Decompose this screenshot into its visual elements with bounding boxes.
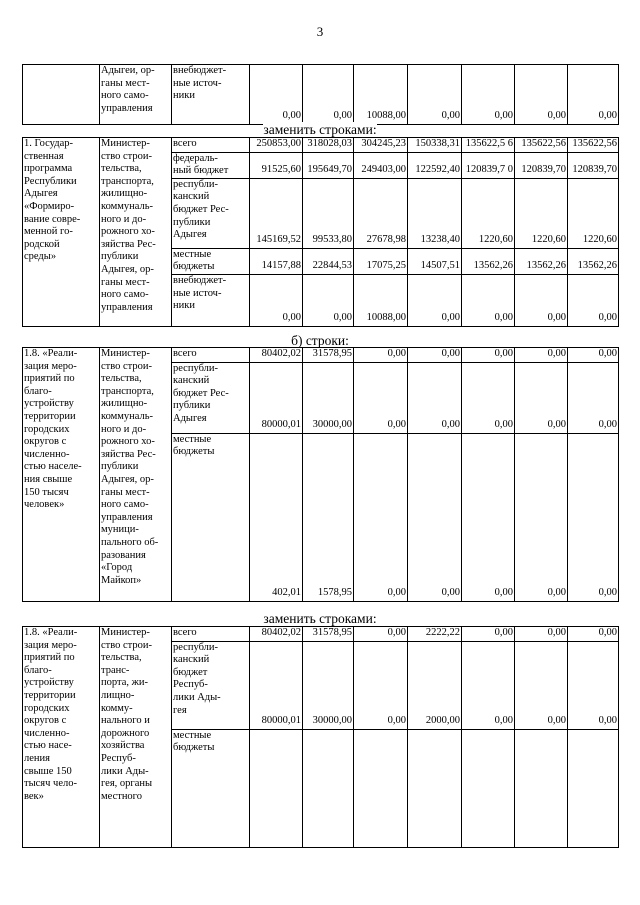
funding-source-cell: местные бюджеты — [172, 729, 250, 847]
value-cell: 0,00 — [408, 433, 462, 601]
value-cell: 195649,70 — [303, 152, 354, 178]
value-cell: 0,00 — [462, 627, 515, 642]
value-cell — [462, 729, 515, 847]
value-cell: 2000,00 — [408, 641, 462, 729]
funding-source-cell: внебюджет- ные источ- ники — [172, 65, 250, 125]
value-cell: 0,00 — [354, 348, 408, 363]
program-name-cell: 1.8. «Реали- зация меро- приятий по благо- устройству территории городских округов с численно- стью населе- ния свыше 150 тысяч человек» — [23, 348, 100, 602]
funding-source-cell: республи- канский бюджет Респуб- лики Ады- гея — [172, 641, 250, 729]
value-cell: 80000,01 — [250, 362, 303, 433]
funding-source-cell: федераль- ный бюджет — [172, 152, 250, 178]
value-cell: 0,00 — [515, 627, 568, 642]
value-cell — [354, 729, 408, 847]
value-cell: 1220,60 — [515, 178, 568, 248]
value-cell — [568, 729, 619, 847]
value-cell: 135622,56 — [568, 138, 619, 153]
value-cell: 1220,60 — [462, 178, 515, 248]
funding-source-cell: республи- канский бюджет Рес- публики Адыгея — [172, 362, 250, 433]
value-cell: 402,01 — [250, 433, 303, 601]
value-cell: 1220,60 — [568, 178, 619, 248]
value-cell: 22844,53 — [303, 248, 354, 274]
value-cell: 0,00 — [568, 274, 619, 326]
table-row — [23, 138, 619, 153]
value-cell: 122592,40 — [408, 152, 462, 178]
value-cell: 14157,88 — [250, 248, 303, 274]
value-cell: 304245,23 — [354, 138, 408, 153]
value-cell: 0,00 — [515, 641, 568, 729]
table-block-1 — [22, 137, 619, 327]
value-cell: 30000,00 — [303, 362, 354, 433]
value-cell: 145169,52 — [250, 178, 303, 248]
value-cell: 0,00 — [568, 362, 619, 433]
value-cell: 135622,5 6 — [462, 138, 515, 153]
value-cell: 150338,31 — [408, 138, 462, 153]
table-row — [23, 627, 619, 642]
table-block-2 — [22, 347, 619, 602]
responsible-executor-cell: Адыгеи, ор- ганы мест- ного само- управления — [100, 65, 172, 125]
value-cell: 13562,26 — [515, 248, 568, 274]
value-cell — [303, 729, 354, 847]
value-cell: 0,00 — [568, 65, 619, 125]
value-cell: 0,00 — [462, 433, 515, 601]
value-cell: 10088,00 — [354, 65, 408, 125]
value-cell: 0,00 — [515, 348, 568, 363]
value-cell: 80000,01 — [250, 641, 303, 729]
value-cell: 17075,25 — [354, 248, 408, 274]
value-cell: 91525,60 — [250, 152, 303, 178]
value-cell: 14507,51 — [408, 248, 462, 274]
value-cell: 120839,70 — [515, 152, 568, 178]
value-cell: 0,00 — [568, 627, 619, 642]
value-cell: 0,00 — [515, 362, 568, 433]
value-cell: 0,00 — [462, 274, 515, 326]
value-cell: 0,00 — [303, 274, 354, 326]
table-block-3 — [22, 626, 619, 848]
value-cell: 0,00 — [354, 627, 408, 642]
funding-source-cell: местные бюджеты — [172, 433, 250, 601]
table-row — [23, 65, 619, 125]
value-cell: 0,00 — [408, 274, 462, 326]
value-cell: 99533,80 — [303, 178, 354, 248]
value-cell: 0,00 — [408, 348, 462, 363]
value-cell: 0,00 — [462, 362, 515, 433]
value-cell: 250853,00 — [250, 138, 303, 153]
value-cell: 0,00 — [462, 65, 515, 125]
value-cell: 135622,56 — [515, 138, 568, 153]
page-number: 3 — [316, 24, 324, 39]
value-cell: 13562,26 — [462, 248, 515, 274]
value-cell — [250, 729, 303, 847]
funding-source-cell: всего — [172, 138, 250, 153]
value-cell: 13238,40 — [408, 178, 462, 248]
value-cell: 0,00 — [354, 362, 408, 433]
separator-replace-1: заменить строками: — [263, 122, 377, 137]
value-cell: 13562,26 — [568, 248, 619, 274]
value-cell — [515, 729, 568, 847]
value-cell — [408, 729, 462, 847]
value-cell: 0,00 — [408, 362, 462, 433]
table-block-0 — [22, 64, 619, 125]
value-cell: 31578,95 — [303, 627, 354, 642]
value-cell: 0,00 — [303, 65, 354, 125]
separator-b-rows: б) строки: — [291, 333, 349, 348]
table-row — [23, 348, 619, 363]
separator-replace-2: заменить строками: — [263, 611, 377, 626]
funding-source-cell: внебюджет- ные источ- ники — [172, 274, 250, 326]
program-name-cell: 1. Государ- ственная программа Республики Адыгея «Формиро- вание совре- менной го- родской среды» — [23, 138, 100, 327]
value-cell: 0,00 — [408, 65, 462, 125]
value-cell: 0,00 — [515, 274, 568, 326]
value-cell: 80402,02 — [250, 348, 303, 363]
responsible-executor-cell: Министер- ство строи- тельства, транспорта, жилищно- коммуналь- ного и до- рожного хо- зяйства Рес- публики Адыгея, ор- ганы мест- ного само- управления муници- пального об- разования «Город Майкоп» — [100, 348, 172, 602]
value-cell: 0,00 — [354, 433, 408, 601]
value-cell: 318028,03 — [303, 138, 354, 153]
responsible-executor-cell: Министер- ство строи- тельства, транспорта, жилищно- коммуналь- ного и до- рожного хо- зяйства Рес- публики Адыгея, ор- ганы мест- ного само- управления — [100, 138, 172, 327]
value-cell: 0,00 — [462, 641, 515, 729]
value-cell: 10088,00 — [354, 274, 408, 326]
value-cell: 2222,22 — [408, 627, 462, 642]
value-cell: 0,00 — [250, 65, 303, 125]
program-name-cell: 1.8. «Реали- зация меро- приятий по благо- устройству территории городских округов с численно- стью насе- ления свыше 150 тысяч чело- век» — [23, 627, 100, 848]
value-cell: 0,00 — [354, 641, 408, 729]
value-cell: 0,00 — [515, 433, 568, 601]
value-cell: 80402,02 — [250, 627, 303, 642]
funding-source-cell: всего — [172, 627, 250, 642]
funding-source-cell: республи- канский бюджет Рес- публики Адыгея — [172, 178, 250, 248]
funding-source-cell: местные бюджеты — [172, 248, 250, 274]
program-name-cell — [23, 65, 100, 125]
value-cell: 0,00 — [568, 433, 619, 601]
value-cell: 0,00 — [568, 348, 619, 363]
value-cell: 27678,98 — [354, 178, 408, 248]
value-cell: 0,00 — [250, 274, 303, 326]
value-cell: 0,00 — [462, 348, 515, 363]
value-cell: 31578,95 — [303, 348, 354, 363]
value-cell: 120839,70 — [568, 152, 619, 178]
value-cell: 1578,95 — [303, 433, 354, 601]
responsible-executor-cell: Министер- ство строи- тельства, транс- порта, жи- лищно- комму- нального и дорожного хозяйства Респуб- лики Ады- гея, органы местного — [100, 627, 172, 848]
value-cell: 0,00 — [515, 65, 568, 125]
value-cell: 120839,7 0 — [462, 152, 515, 178]
value-cell: 30000,00 — [303, 641, 354, 729]
value-cell: 0,00 — [568, 641, 619, 729]
funding-source-cell: всего — [172, 348, 250, 363]
value-cell: 249403,00 — [354, 152, 408, 178]
